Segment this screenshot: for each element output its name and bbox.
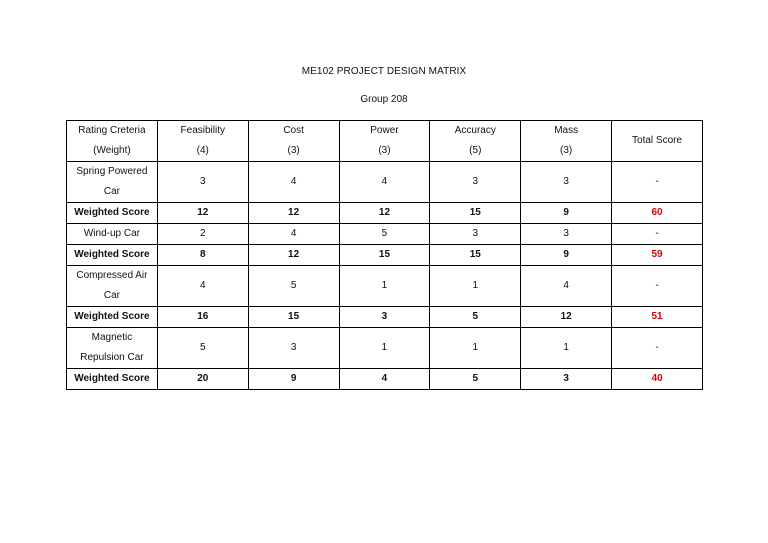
row-label-cell: Weighted Score (67, 307, 158, 328)
weighted-score-cell: 3 (339, 307, 430, 328)
column-name: Accuracy (454, 125, 496, 136)
score-cell: 4 (248, 162, 339, 203)
weighted-score-cell: 16 (157, 307, 248, 328)
weighted-score-cell: 15 (430, 245, 521, 266)
row-label-line: Compressed Air (76, 270, 148, 281)
weighted-score-cell: 12 (157, 203, 248, 224)
weighted-score-cell: 12 (248, 245, 339, 266)
column-name: Mass (554, 125, 579, 136)
score-cell: 4 (248, 224, 339, 245)
weighted-score-cell: 15 (430, 203, 521, 224)
weighted-score-cell: 15 (248, 307, 339, 328)
score-cell: 1 (339, 328, 430, 369)
weighted-score-cell: 3 (521, 369, 612, 390)
total-score-cell: 51 (612, 307, 703, 328)
score-cell: 5 (339, 224, 430, 245)
total-score-cell: - (612, 266, 703, 307)
row-label-cell (67, 266, 158, 307)
header-criteria-cell (67, 121, 158, 162)
header-row (67, 121, 703, 162)
total-score-cell: 59 (612, 245, 703, 266)
column-weight: (3) (560, 145, 573, 156)
table-row (67, 328, 703, 369)
total-score-cell: - (612, 224, 703, 245)
row-label-line: Magnetic (91, 332, 133, 343)
criteria-label: Rating Creteria (78, 125, 146, 136)
score-cell: 4 (521, 266, 612, 307)
score-cell: 1 (430, 328, 521, 369)
column-weight: (4) (196, 145, 209, 156)
total-score-cell: - (612, 328, 703, 369)
table-row (67, 162, 703, 203)
weighted-score-row (67, 369, 703, 390)
score-cell: 3 (248, 328, 339, 369)
total-score-cell: - (612, 162, 703, 203)
header-cost-cell (248, 121, 339, 162)
row-label-cell: Wind-up Car (67, 224, 158, 245)
score-cell: 5 (157, 328, 248, 369)
column-weight: (3) (287, 145, 300, 156)
score-cell: 2 (157, 224, 248, 245)
row-label-line: Car (103, 290, 120, 301)
header-feasibility-cell (157, 121, 248, 162)
score-cell: 5 (248, 266, 339, 307)
score-cell: 3 (157, 162, 248, 203)
column-name: Cost (283, 125, 304, 136)
score-cell: 1 (339, 266, 430, 307)
column-name: Power (370, 125, 399, 136)
weighted-score-cell: 9 (521, 203, 612, 224)
weighted-score-cell: 12 (521, 307, 612, 328)
document-title: ME102 PROJECT DESIGN MATRIX (301, 66, 467, 77)
column-weight: (5) (469, 145, 482, 156)
score-cell: 3 (430, 224, 521, 245)
score-cell: 1 (521, 328, 612, 369)
table-row (67, 266, 703, 307)
column-name: Feasibility (180, 125, 225, 136)
weighted-score-cell: 5 (430, 369, 521, 390)
weighted-score-cell: 5 (430, 307, 521, 328)
row-label-cell (67, 162, 158, 203)
weighted-score-cell: 9 (521, 245, 612, 266)
header-mass-cell (521, 121, 612, 162)
score-cell: 3 (430, 162, 521, 203)
score-cell: 4 (157, 266, 248, 307)
weighted-score-cell: 12 (248, 203, 339, 224)
row-label-line: Repulsion Car (80, 352, 144, 363)
weighted-score-row (67, 203, 703, 224)
total-score-cell: 40 (612, 369, 703, 390)
row-label-line: Car (103, 186, 120, 197)
design-matrix-table (66, 120, 703, 390)
row-label-cell: Weighted Score (67, 369, 158, 390)
score-cell: 4 (339, 162, 430, 203)
score-cell: 3 (521, 162, 612, 203)
weighted-score-cell: 4 (339, 369, 430, 390)
weighted-score-cell: 15 (339, 245, 430, 266)
weighted-score-cell: 20 (157, 369, 248, 390)
total-score-cell: 60 (612, 203, 703, 224)
row-label-cell: Weighted Score (67, 203, 158, 224)
header-power-cell (339, 121, 430, 162)
row-label-cell: Weighted Score (67, 245, 158, 266)
weight-label: (Weight) (93, 145, 131, 156)
score-cell: 1 (430, 266, 521, 307)
row-label-line: Spring Powered (76, 166, 148, 177)
score-cell: 3 (521, 224, 612, 245)
header-total-score-cell: Total Score (612, 121, 703, 162)
table-row (67, 224, 703, 245)
weighted-score-row (67, 307, 703, 328)
row-label-cell (67, 328, 158, 369)
weighted-score-cell: 9 (248, 369, 339, 390)
header-accuracy-cell (430, 121, 521, 162)
weighted-score-row (67, 245, 703, 266)
column-weight: (3) (378, 145, 391, 156)
document-subtitle: Group 208 (360, 94, 408, 105)
weighted-score-cell: 8 (157, 245, 248, 266)
weighted-score-cell: 12 (339, 203, 430, 224)
